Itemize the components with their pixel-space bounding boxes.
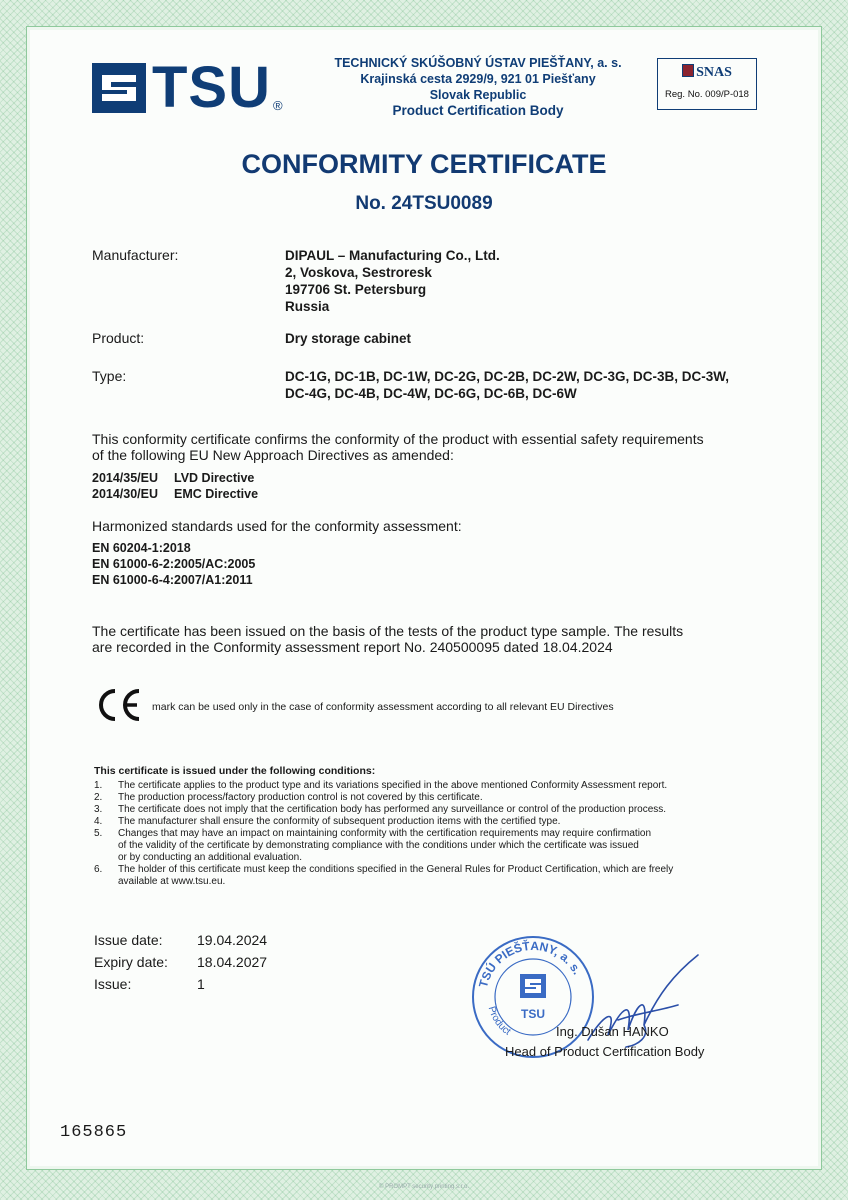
- printer-footer: © PROMPT security printing s.r.o.: [378, 1184, 469, 1190]
- condition-number: 2.: [94, 792, 103, 803]
- condition-item: [94, 780, 774, 792]
- conformity-line: of the following EU New Approach Directives as amended:: [92, 446, 454, 463]
- stamp-top-text: TSÚ PIEŠŤANY, a. s.: [476, 938, 585, 989]
- standard-item: EN 61000-6-4:2007/A1:2011: [92, 573, 253, 587]
- directive-row: [92, 470, 258, 486]
- condition-number: 5.: [94, 828, 103, 839]
- directives-list: [92, 470, 258, 502]
- stamp-center-text: TSU: [521, 1007, 545, 1021]
- issue-date-row: [94, 932, 267, 954]
- condition-line: The production process/factory production control is not covered by this certificate.: [118, 792, 483, 803]
- conformity-line: This conformity certificate confirms the conformity of the product with essential safety requirements: [92, 431, 704, 447]
- snas-logo: [658, 64, 756, 81]
- issue-date-label: Issue date:: [94, 932, 163, 948]
- condition-number: 3.: [94, 804, 103, 815]
- institute-body: Product Certification Body: [392, 103, 564, 118]
- expiry-date-label: Expiry date:: [94, 954, 168, 970]
- manufacturer-line: DIPAUL – Manufacturing Co., Ltd.: [285, 248, 500, 263]
- condition-item: [94, 804, 774, 816]
- type-value: [285, 368, 729, 402]
- manufacturer-line: Russia: [285, 299, 330, 314]
- directive-code: 2014/30/EU: [92, 487, 159, 501]
- manufacturer-line: 197706 St. Petersburg: [285, 282, 427, 297]
- institute-address: Krajinská cesta 2929/9, 921 01 Piešťany: [360, 72, 596, 86]
- conditions-list: [94, 780, 774, 888]
- snas-logo-text: SNAS: [696, 65, 732, 80]
- condition-line: Changes that may have an impact on maintaining conformity with the certification requirements may require confirmation: [118, 828, 652, 839]
- condition-line: or by conducting an additional evaluation.: [118, 852, 303, 863]
- condition-line: available at www.tsu.eu.: [118, 876, 226, 887]
- handwritten-signature: [578, 945, 708, 1060]
- condition-item: [94, 816, 774, 828]
- condition-item: [94, 828, 774, 864]
- manufacturer-block: [285, 247, 500, 315]
- expiry-date-value: 18.04.2027: [197, 954, 268, 970]
- registered-mark: ®: [273, 98, 283, 113]
- type-label: Type:: [92, 368, 127, 384]
- tsu-logo: [92, 55, 283, 120]
- condition-line: of the validity of the certificate by demonstrating compliance with the conditions under which the certificate was issued: [118, 840, 639, 851]
- standards-intro: Harmonized standards used for the conformity assessment:: [92, 518, 462, 534]
- directive-name: LVD Directive: [174, 471, 255, 485]
- standard-item: EN 60204-1:2018: [92, 541, 191, 555]
- certificate-title: CONFORMITY CERTIFICATE: [241, 149, 607, 179]
- directive-name: EMC Directive: [174, 487, 259, 501]
- condition-number: 1.: [94, 780, 103, 791]
- condition-line: The holder of this certificate must keep the conditions specified in the General Rules for Product Certification, which are freely: [118, 864, 674, 875]
- conditions-title: This certificate is issued under the following conditions:: [94, 765, 376, 777]
- basis-paragraph: [92, 624, 683, 655]
- svg-text:Product: [486, 1005, 513, 1038]
- standard-item: EN 61000-6-2:2005/AC:2005: [92, 557, 256, 571]
- condition-line: The manufacturer shall ensure the conformity of subsequent production items with the certified type.: [118, 816, 561, 827]
- product-value: Dry storage cabinet: [285, 331, 412, 346]
- logo-text: TSU: [152, 55, 271, 120]
- accreditation-box: [657, 58, 757, 110]
- institute-country: Slovak Republic: [429, 88, 527, 102]
- basis-line: are recorded in the Conformity assessment report No. 240500095 dated 18.04.2024: [92, 638, 613, 655]
- issue-number-label: Issue:: [94, 976, 132, 992]
- type-line: DC-4G, DC-4B, DC-4W, DC-6G, DC-6B, DC-6W: [285, 386, 577, 401]
- issue-date-value: 19.04.2024: [197, 932, 268, 948]
- certificate-number: No. 24TSU0089: [355, 193, 493, 214]
- expiry-date-row: [94, 954, 267, 976]
- signatory-title: Head of Product Certification Body: [505, 1044, 705, 1059]
- manufacturer-line: 2, Voskova, Sestroresk: [285, 265, 432, 280]
- institute-name: TECHNICKÝ SKÚŠOBNÝ ÚSTAV PIEŠŤANY, a. s.: [334, 56, 622, 70]
- ce-mark-text: mark can be used only in the case of conformity assessment according to all relevant EU Directives: [152, 701, 614, 713]
- issue-number-row: [94, 976, 267, 998]
- directive-code: 2014/35/EU: [92, 471, 159, 485]
- standards-list: [92, 540, 255, 588]
- product-label: Product:: [92, 330, 145, 346]
- tsu-logo-mark: [92, 63, 146, 113]
- type-line: DC-1G, DC-1B, DC-1W, DC-2G, DC-2B, DC-2W, DC-3G, DC-3B, DC-3W,: [285, 369, 730, 384]
- condition-line: The certificate does not imply that the certification body has performed any surveillance or control of the production process.: [118, 804, 667, 815]
- manufacturer-label: Manufacturer:: [92, 247, 179, 263]
- signatory-name: Ing. Dušan HANKO: [556, 1024, 669, 1039]
- stamp-bottom-text: Product: [485, 1005, 513, 1038]
- ce-mark-icon: [95, 688, 141, 727]
- institute-header: [318, 55, 638, 119]
- conformity-paragraph: [92, 432, 704, 463]
- issue-info: [94, 932, 267, 998]
- issue-number-value: 1: [197, 976, 205, 992]
- condition-item: [94, 792, 774, 804]
- serial-number: 165865: [60, 1123, 128, 1142]
- emblem-icon: [682, 64, 694, 77]
- accreditation-reg: Reg. No. 009/P-018: [665, 89, 749, 100]
- condition-item: [94, 864, 774, 888]
- directive-row: [92, 486, 258, 502]
- basis-line: The certificate has been issued on the basis of the tests of the product type sample. The results: [92, 623, 684, 639]
- condition-number: 6.: [94, 864, 103, 875]
- condition-number: 4.: [94, 816, 103, 827]
- condition-line: The certificate applies to the product type and its variations specified in the above mentioned Conformity Assessment report.: [118, 780, 668, 791]
